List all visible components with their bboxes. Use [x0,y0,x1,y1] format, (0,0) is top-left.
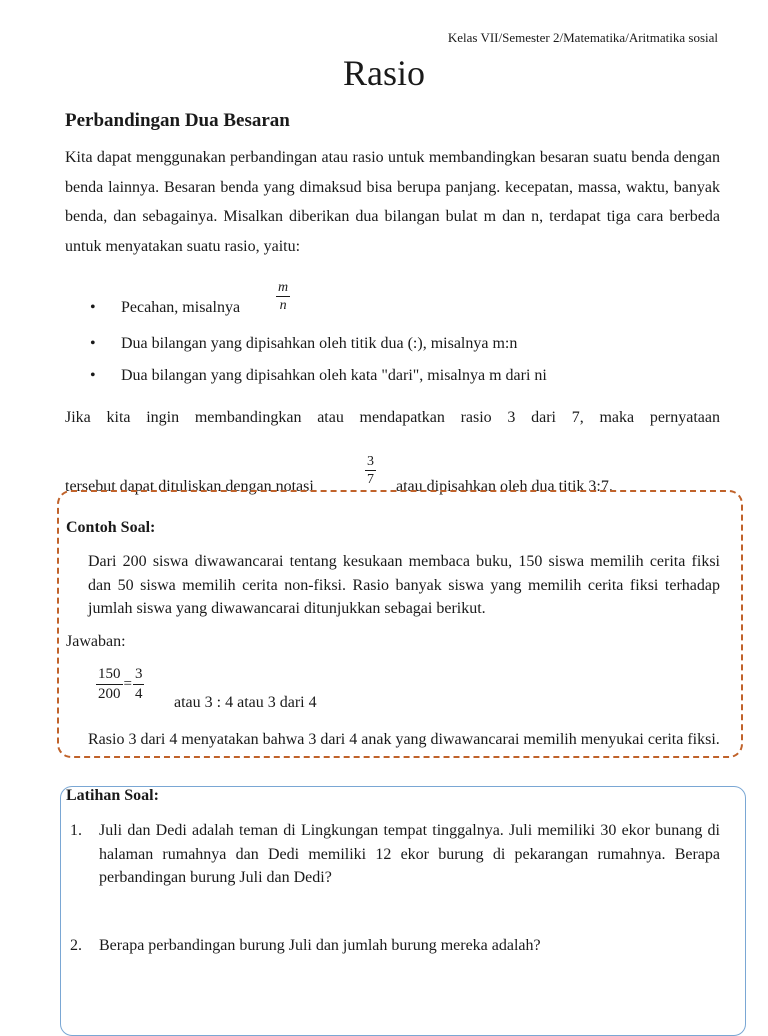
exercise-label: Latihan Soal: [66,787,159,804]
list-item [90,335,517,353]
bullet-icon: • [90,335,96,352]
example-conclusion: Rasio 3 dari 4 menyatakan bahwa 3 dari 4 anak yang diwawancarai memilih menyukai cerita fiksi. [88,731,720,748]
bullet-icon: • [90,367,96,384]
fraction-m-n [276,279,290,314]
answer-label: Jawaban: [66,633,126,650]
notation-line-1: Jika kita ingin membandingkan atau mendapatkan rasio 3 dari 7, maka pernyataan [65,409,720,426]
fraction-numerator: 150 [96,665,123,685]
list-item [70,934,720,958]
question-text: Berapa perbandingan burung Juli dan jumlah burung mereka adalah? [99,937,541,954]
fraction-denominator: 4 [134,686,143,702]
notation-text-b: atau dipisahkan oleh dua titik 3:7. [396,478,613,495]
page-title: Rasio [342,53,425,93]
fraction-3-7 [365,453,376,488]
bullet-text: Dua bilangan yang dipisahkan oleh titik dua (:), misalnya m:n [121,335,518,352]
ratio-calculation [96,665,144,704]
question-number: 2. [70,937,82,954]
example-box [57,490,743,758]
question-number: 1. [70,822,82,839]
section-heading: Perbandingan Dua Besaran [65,110,290,131]
equals-sign: = [123,676,132,692]
fraction-150-200 [96,665,123,704]
question-text: Juli dan Dedi adalah teman di Lingkungan tempat tinggalnya. Juli memiliki 30 ekor bunang di halaman rumahnya dan Dedi memiliki 12 ekor burung di pekarangan rumahnya. Berapa perbandingan burung Juli dan Dedi? [99,822,720,886]
bullet-text: Dua bilangan yang dipisahkan oleh kata "dari", misalnya m dari ni [121,367,547,384]
fraction-denominator: 7 [367,472,374,487]
intro-paragraph: Kita dapat menggunakan perbandingan atau rasio untuk membandingkan besaran suatu benda dengan benda lainnya. Besaran benda yang dimaksud bisa berupa panjang. kecepatan, massa, waktu, banyak benda, dan sebagainya. Misalkan diberikan dua bilangan bulat m dan n, terdapat tiga cara berbeda untuk menyatakan suatu rasio, yaitu: [65,149,720,255]
list-item [70,819,720,890]
fraction-numerator: 3 [133,665,145,685]
list-item [90,280,289,317]
example-label: Contoh Soal: [66,519,156,536]
example-problem: Dari 200 siswa diwawancarai tentang kesukaan membaca buku, 150 siswa memilih cerita fiksi dan 50 siswa memilih cerita non-fiksi. Rasio banyak siswa yang memilih cerita fiksi terhadap jumlah siswa yang diwawancarai ditunjukkan sebagai berikut. [88,553,720,617]
fraction-numerator: m [278,280,289,295]
bullet-text: Pecahan, misalnya [121,299,241,316]
notation-text-a: tersebut dapat dituliskan dengan notasi [65,478,314,495]
bullet-icon: • [90,299,96,316]
list-item [90,367,547,385]
breadcrumb: Kelas VII/Semester 2/Matematika/Aritmatika sosial [447,30,718,45]
fraction-3-4 [133,665,145,704]
fraction-numerator: 3 [367,454,374,469]
fraction-denominator: n [279,298,287,313]
ratio-text: atau 3 : 4 atau 3 dari 4 [174,694,317,711]
fraction-denominator: 200 [98,686,121,702]
